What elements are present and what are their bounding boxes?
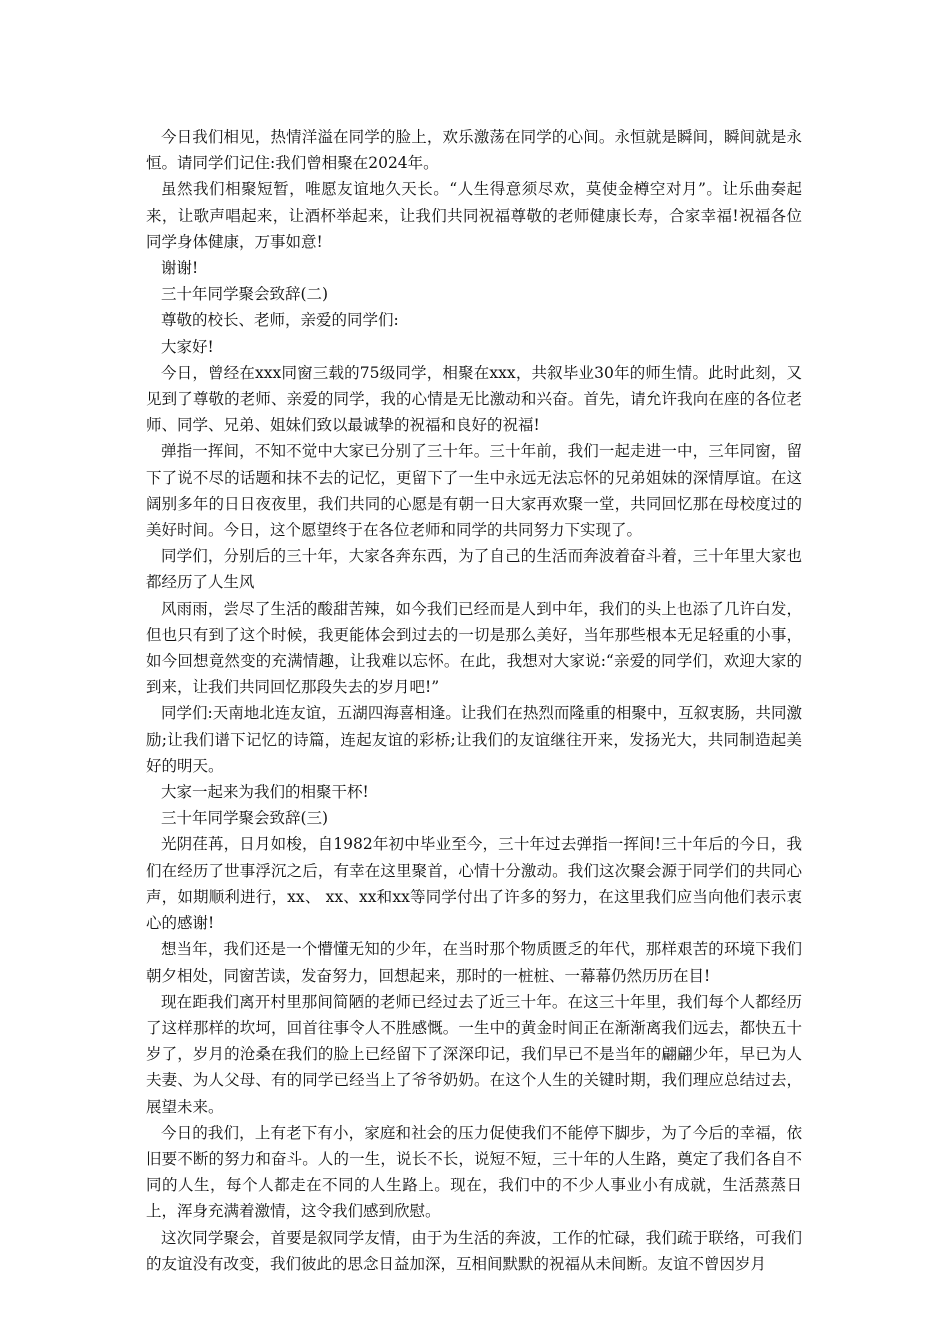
greeting: 大家好!	[161, 337, 214, 356]
paragraph: 风雨雨，尝尽了生活的酸甜苦辣，如今我们已经而是人到中年，我们的头上也添了几许白发，但也只有到了这个时候，我更能体会到过去的一切是那么美好，当年那些根本无足轻重的小事，如今回想竟然变的充满情趣，让我难以忘怀。在此，我想对大家说:“亲爱的同学们，欢迎大家的到来，让我们共同回忆那段失去的岁月吧!”	[146, 599, 802, 697]
section-heading: 三十年同学聚会致辞(二)	[161, 285, 329, 304]
paragraph: 虽然我们相聚短暂，唯愿友谊地久天长。“人生得意须尽欢，莫使金樽空对月”。让乐曲奏起来，让歌声唱起来，让酒杯举起来，让我们共同祝福尊敬的老师健康长寿，合家幸福!祝福各位同学身体健康，万事如意!	[146, 180, 802, 251]
paragraph: 想当年，我们还是一个懵懂无知的少年，在当时那个物质匮乏的年代，那样艰苦的环境下我们朝夕相处，同窗苦读，发奋努力，回想起来，那时的一桩桩、一幕幕仍然历历在目!	[146, 940, 802, 985]
paragraph: 同学们:天南地北连友谊，五湖四海喜相逢。让我们在热烈而隆重的相聚中，互叙衷肠，共同激励;让我们谱下记忆的诗篇，连起友谊的彩桥;让我们的友谊继往开来，发扬光大，共同制造起美好的明天。	[146, 704, 802, 775]
paragraph: 同学们，分别后的三十年，大家各奔东西，为了自己的生活而奔波着奋斗着，三十年里大家也都经历了人生风	[146, 547, 802, 592]
paragraph: 今日我们相见，热情洋溢在同学的脸上，欢乐激荡在同学的心间。永恒就是瞬间，瞬间就是永恒。请同学们记住:我们曾相聚在2024年。	[146, 128, 802, 173]
paragraph: 谢谢!	[161, 259, 199, 278]
paragraph: 光阴荏苒，日月如梭，自1982年初中毕业至今，三十年过去弹指一挥间!三十年后的今日，我们在经历了世事浮沉之后，有幸在这里聚首，心情十分激动。我们这次聚会源于同学们的共同心声，如期顺利进行，xx、 xx、xx和xx等同学付出了许多的努力，在这里我们应当向他们表示衷心的感谢!	[146, 835, 802, 933]
paragraph: 大家一起来为我们的相聚干杯!	[161, 783, 369, 802]
section-heading: 三十年同学聚会致辞(三)	[161, 809, 329, 828]
salutation: 尊敬的校长、老师，亲爱的同学们:	[161, 311, 399, 330]
paragraph: 今日，曾经在xxx同窗三载的75级同学，相聚在xxx，共叙毕业30年的师生情。此时此刻，又见到了尊敬的老师、亲爱的同学，我的心情是无比激动和兴奋。首先，请允许我向在座的各位老师、同学、兄弟、姐妹们致以最诚挚的祝福和良好的祝福!	[146, 363, 802, 435]
document-body	[146, 124, 802, 1277]
paragraph: 这次同学聚会，首要是叙同学友情，由于为生活的奔波，工作的忙碌，我们疏于联络，可我们的友谊没有改变，我们彼此的思念日益加深，互相间默默的祝福从未间断。友谊不曾因岁月	[146, 1228, 802, 1273]
paragraph: 现在距我们离开村里那间简陋的老师已经过去了近三十年。在这三十年里，我们每个人都经历了这样那样的坎坷，回首往事令人不胜感慨。一生中的黄金时间正在渐渐离我们远去，都快五十岁了，岁月的沧桑在我们的脸上已经留下了深深印记，我们早已不是当年的翩翩少年，早已为人夫妻、为人父母、有的同学已经当上了爷爷奶奶。在这个人生的关键时期，我们理应总结过去，展望未来。	[146, 992, 802, 1116]
paragraph: 弹指一挥间，不知不觉中大家已分别了三十年。三十年前，我们一起走进一中，三年同窗，留下了说不尽的话题和抹不去的记忆，更留下了一生中永远无法忘怀的兄弟姐妹的深情厚谊。在这阔别多年的日日夜夜里，我们共同的心愿是有朝一日大家再欢聚一堂，共同回忆那在母校度过的美好时间。今日，这个愿望终于在各位老师和同学的共同努力下实现了。	[146, 442, 802, 540]
paragraph: 今日的我们，上有老下有小，家庭和社会的压力促使我们不能停下脚步，为了今后的幸福，依旧要不断的努力和奋斗。人的一生，说长不长，说短不短，三十年的人生路，奠定了我们各自不同的人生，每个人都走在不同的人生路上。现在，我们中的不少人事业小有成就，生活蒸蒸日上，浑身充满着激情，这令我们感到欣慰。	[146, 1123, 802, 1221]
